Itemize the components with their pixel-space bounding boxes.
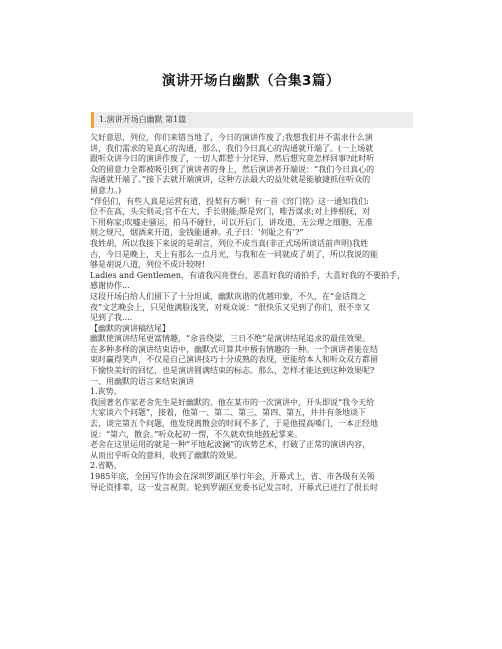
body-line: 感谢协作...	[90, 281, 130, 291]
body-line: 夜”文艺晚会上，只见他满脸浅笑，对观众说：“很快乐又见到了你们，很不幸又	[90, 302, 371, 312]
body-line: Ladies and Gentlemen，有请我闪亮登台，恶喜好我的请拍手，大喜好我的不要拍手，	[90, 270, 405, 280]
body-line: 众的留意力全都被吸引到了演讲者的身上，然后演讲者开端说：“我们今日真心的	[90, 164, 375, 174]
body-line: 则之规尺，烟酒来开道，金钱能通神。孔子曰：‘何耻之有’?”	[90, 228, 304, 238]
body-line: 跟听众讲今日的演讲作废了，一切人都惹十分诧异，然后想究竟怎样回事?此时听	[90, 154, 375, 164]
body-line: 留意力。)	[90, 185, 122, 195]
body-line: 够是胡说八道，列位不成计较呀!	[90, 260, 206, 270]
section-heading: 1.演讲开场白幽默 第1篇	[99, 115, 187, 124]
body-line: 古，今日是晚上，天上有那么一点月光，与我和在一同就成了胡了，所以我说的能	[90, 249, 378, 259]
body-line: 1.诙势。	[90, 387, 122, 397]
body-line: 大家谈六个问题”，接着，他第一、第二、第三、第四、第五，井井有条地谈下	[90, 408, 367, 418]
body-line: 我姓胡，所以我接下来说的是胡言，列位不成当真(非正式场所谈话前声明)我姓	[90, 238, 369, 248]
body-line: 老舍在这里运用的就是一种“平地起波澜”的诙势艺术，打破了正常的演讲内容，	[90, 440, 371, 450]
body-line: 去，谈完第五个问题，他发现离散会的时间不多了，于是他提高嗓门，一本正经地	[90, 419, 378, 429]
body-line: 我国著名作家老舍先生是好幽默的。他在某市的一次演讲中，开头即说“我今天给	[90, 397, 375, 407]
body-line: 【幽默的演讲稿结尾】	[90, 323, 170, 333]
body-line: 位不在高，头尖则灵;官不在大，手长则能;斯是窍门，唯吾谋求;对上捧相抚，对	[90, 207, 371, 217]
document-body	[90, 133, 416, 493]
body-line: 下愉快美好的回忆，也是演讲圆满结束的标志。那么，怎样才能达到这种效果呢?	[90, 366, 375, 376]
body-line: 2.省略。	[90, 461, 122, 471]
body-line: 束时赢得笑声，不仅是自己演讲技巧十分成熟的表现，更能给本人和听众双方都留	[90, 355, 378, 365]
body-line: 幽默使演讲结尾更富情趣，“余音绕梁，三日不绝”是演讲结尾追求的最佳效果。	[90, 334, 371, 344]
document-title: 演讲开场白幽默（合集3篇）	[162, 73, 340, 89]
body-line: 见到了我....	[90, 313, 133, 323]
body-line: 说：“第六，散会。”听众起初一愣，不久就欢快地鼓起掌来。	[90, 429, 303, 439]
body-line: 欠好意思，列位，你们来错当地了，今日的演讲作废了;我想我们并不需求什么演	[90, 133, 373, 142]
body-line: “伴侣们，有些人真是运营有道，投契有方啊！有一首《窍门铭》这一通知我们:	[90, 196, 369, 206]
body-line: 讲，我们需求的是真心的沟通，那么，我们今日真心的沟通就开端了。(一上场就	[90, 143, 374, 153]
body-line: 下用称家;吹嘘走骚运，拍马不碰针，可以开后门，讲攻道，无公理之细胞，无准	[90, 217, 373, 227]
body-line: 这段开场白给人们留下了十分坦诚、幽默诙谐的优越印象，不久，在“金话筒之	[90, 291, 367, 301]
body-line: 从而出乎听众的意料，收到了幽默的效果。	[90, 450, 242, 460]
body-line: 一、用幽默的语言来结束演讲	[90, 376, 194, 386]
section-heading-bar	[91, 112, 413, 128]
body-line: 导论资排辈，这一发言祝贺。轮到罗湖区党委书记发言时，开幕式已进行了很长时	[90, 482, 378, 492]
body-line: 1985年底，全国写作协会在深圳罗湖区举行年会，开幕式上，省、市各级有关领	[90, 472, 375, 481]
body-line: 沟通就开端了。”接下去就开端演讲，这种方法最大的益处就是能敏捷抓住听众的	[90, 175, 371, 185]
body-line: 在多种多样的演讲结束语中，幽默式可算其中极有情趣的一种。一个演讲者能在结	[90, 344, 378, 354]
